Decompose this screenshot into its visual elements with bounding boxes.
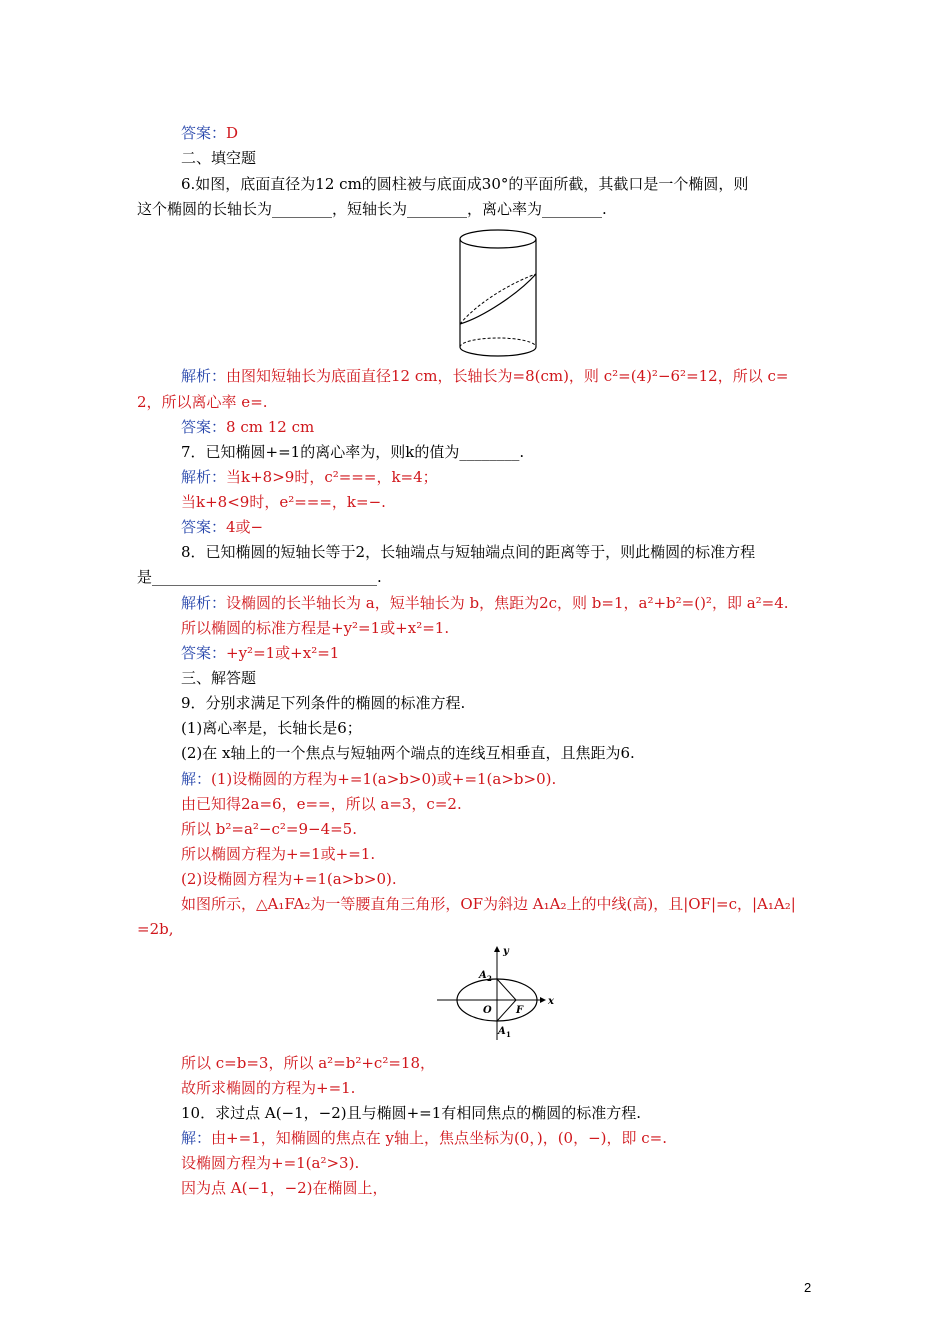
answer-label: 答案： <box>181 644 227 662</box>
analysis-6-line1 <box>181 366 788 386</box>
question-6-line2: 这个椭圆的长轴长为________，短轴长为________，离心率为________. <box>137 200 607 218</box>
question-8-line2: 是______________________________. <box>137 568 382 586</box>
fig-label-f: F <box>516 1005 524 1016</box>
analysis-text: 当k+8>9时，c²===，k=4； <box>226 468 438 486</box>
answer-value: +y²=1或+x²=1 <box>226 644 340 662</box>
solution-label: 解： <box>181 770 212 788</box>
solution-label: 解： <box>181 1129 212 1147</box>
question-9-part1: (1)离心率是，长轴长是6； <box>181 719 362 737</box>
solution-9-line9: 故所求椭圆的方程为+=1. <box>181 1079 356 1097</box>
answer-label: 答案： <box>181 418 227 436</box>
analysis-text: 设椭圆的长半轴长为 a，短半轴长为 b，焦距为2c，则 b=1，a²+b²=()²，即 a²=4. <box>226 594 789 612</box>
answer-label: 答案： <box>181 124 227 142</box>
fig-label-o: O <box>483 1005 492 1016</box>
analysis-7-line1 <box>181 467 438 487</box>
analysis-label: 解析： <box>181 594 227 612</box>
solution-9-line3: 所以 b²=a²−c²=9−4=5. <box>181 820 357 838</box>
answer-7 <box>181 517 263 537</box>
fig-label-a1: A <box>498 1026 506 1037</box>
section-heading-solutions: 三、解答题 <box>181 669 257 687</box>
analysis-label: 解析： <box>181 367 227 385</box>
analysis-8-line1 <box>181 593 789 613</box>
solution-9-line4: 所以椭圆方程为+=1或+=1. <box>181 845 376 863</box>
analysis-text: 由图知短轴长为底面直径12 cm，长轴长为=8(cm)，则 c²=(4)²−6²=12，所以 c= <box>226 367 789 385</box>
analysis-label: 解析： <box>181 468 227 486</box>
answer-value: 4或− <box>226 518 264 536</box>
answer-value: 8 cm 12 cm <box>226 418 315 436</box>
answer-6 <box>181 417 314 437</box>
fig-label-y: y <box>503 946 509 957</box>
question-6-line1: 6.如图，底面直径为12 cm的圆柱被与底面成30°的平面所截，其截口是一个椭圆，则 <box>181 175 749 193</box>
answer-value: D <box>226 124 239 142</box>
solution-9-line5: (2)设椭圆方程为+=1(a>b>0). <box>181 870 397 888</box>
question-8-line1: 8．已知椭圆的短轴长等于2，长轴端点与短轴端点间的距离等于，则此椭圆的标准方程 <box>181 543 756 561</box>
analysis-6-line2: 2，所以离心率 e=. <box>137 393 268 411</box>
question-9-part2: (2)在 x轴上的一个焦点与短轴两个端点的连线互相垂直，且焦距为6. <box>181 744 635 762</box>
answer-8 <box>181 643 339 663</box>
answer-label: 答案： <box>181 518 227 536</box>
solution-9-line8: 所以 c=b=3，所以 a²=b²+c²=18， <box>181 1054 435 1072</box>
analysis-8-line2: 所以椭圆的标准方程是+y²=1或+x²=1. <box>181 619 450 637</box>
section-heading-fill-in: 二、填空题 <box>181 149 257 167</box>
question-7: 7．已知椭圆+=1的离心率为，则k的值为________. <box>181 443 525 461</box>
fig-label-a2-sub: 2 <box>487 974 492 983</box>
fig-label-x: x <box>548 996 554 1007</box>
solution-9-line7: =2b, <box>137 920 174 938</box>
ellipse-axes-figure <box>437 942 562 1042</box>
solution-text: 由+=1，知椭圆的焦点在 y轴上，焦点坐标为(0，)，(0，−)，即 c=. <box>211 1129 668 1147</box>
question-10: 10．求过点 A(−1，−2)且与椭圆+=1有相同焦点的椭圆的标准方程. <box>181 1104 642 1122</box>
solution-9-line6: 如图所示，△A₁FA₂为一等腰直角三角形，OF为斜边 A₁A₂上的中线(高)，且|OF|=c，|A₁A₂| <box>181 895 796 913</box>
solution-10-line2: 设椭圆方程为+=1(a²>3). <box>181 1154 360 1172</box>
solution-9-line1 <box>181 769 556 789</box>
cylinder-figure <box>458 222 558 362</box>
fig-label-a1-sub: 1 <box>506 1030 511 1039</box>
solution-10-line1 <box>181 1128 667 1148</box>
question-9: 9．分别求满足下列条件的椭圆的标准方程. <box>181 694 466 712</box>
solution-9-line2: 由已知得2a=6，e==，所以 a=3，c=2. <box>181 795 462 813</box>
solution-text: (1)设椭圆的方程为+=1(a>b>0)或+=1(a>b>0). <box>211 770 557 788</box>
answer-5 <box>181 123 238 143</box>
fig-label-a2: A <box>479 970 487 981</box>
page-number: 2 <box>804 1280 812 1295</box>
solution-10-line3: 因为点 A(−1，−2)在椭圆上， <box>181 1179 388 1197</box>
analysis-7-line2: 当k+8<9时，e²===，k=−. <box>181 493 386 511</box>
